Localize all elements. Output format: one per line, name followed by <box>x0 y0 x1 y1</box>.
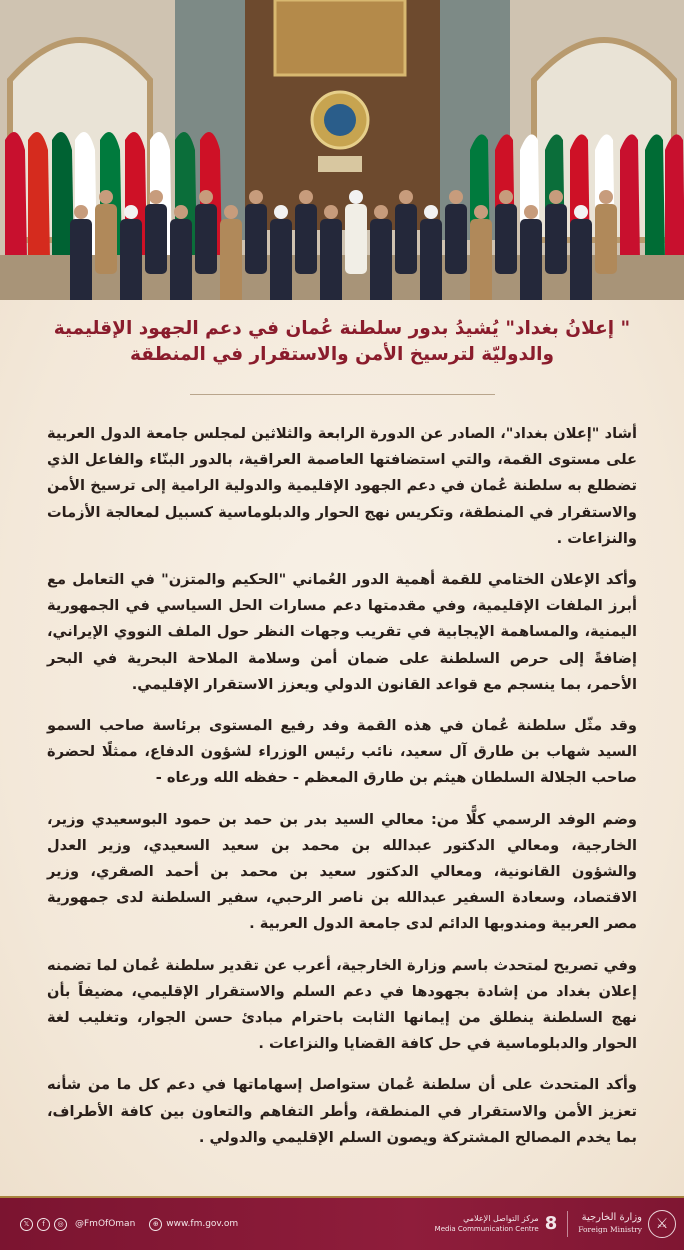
person-head <box>499 190 513 204</box>
person-head <box>74 205 88 219</box>
flag <box>620 134 640 260</box>
facebook-icon[interactable]: f <box>37 1218 50 1231</box>
person <box>520 219 542 300</box>
person <box>495 204 517 274</box>
globe-icon: ⊕ <box>149 1218 162 1231</box>
person <box>120 219 142 300</box>
headline-line-1: " إعلانُ بغداد" يُشيدُ بدور سلطنة عُمان في دعم الجهود الإقليمية <box>53 318 631 339</box>
person <box>595 204 617 274</box>
paragraph: أشاد "إعلان بغداد"، الصادر عن الدورة الرابعة والثلاثين لمجلس جامعة الدول العربية على مستوى القمة، والتي استضافتها العاصمة العراقية، بالدور البنّاء والفاعل الذي تضطلع به سلطنة عُمان في دعم الجهود الإقليمية والدولية الرامية إلى ترسيخ الأمن والاستقرار في المنطقة، وتكريس نهج الحوار والدبلوماسية كسبيل لمعالجة الأزمات والنزاعات . <box>47 425 637 547</box>
footer-brands <box>435 1210 676 1238</box>
person <box>445 204 467 274</box>
person <box>320 219 342 300</box>
document-page <box>0 300 684 1196</box>
person <box>95 204 117 274</box>
paragraph: وأكد المتحدث على أن سلطنة عُمان ستواصل إسهاماتها في دعم كل ما من شأنه تعزيز الأمن والاستقرار في المنطقة، وأطر التفاهم والتعاون بين كافة الأطراف، بما يخدم المصالح المشتركة ويصون السلم الإقليمي والدولي . <box>47 1076 637 1146</box>
person-head <box>599 190 613 204</box>
summit-group-photo <box>0 0 684 300</box>
person-head <box>199 190 213 204</box>
ministry-label: وزارة الخارجية Foreign Ministry <box>578 1212 642 1235</box>
person-head <box>399 190 413 204</box>
person-head <box>549 190 563 204</box>
person <box>70 219 92 300</box>
paragraph: وضم الوفد الرسمي كلًّا من: معالي السيد بدر بن حمد بن حمود البوسعيدي وزير، الخارجية، ومعالي الدكتور عبدالله بن محمد بن سعيد السعيدي، وزير العدل والشؤون القانونية، ومعالي الدكتور سعيد بن محمد بن أحمد الصقري، وزير الاقتصاد، وسعادة السفير عبدالله بن ناصر الرحبي، سفير السلطنة لدى جمهورية مصر العربية ومندوبها الدائم لدى جامعة الدول العربية . <box>47 810 637 933</box>
person-head <box>374 205 388 219</box>
person-head <box>349 190 363 204</box>
media-centre-label: مركز التواصل الإعلامي Media Communication Centre <box>434 1214 539 1234</box>
person <box>545 204 567 274</box>
person-head <box>424 205 438 219</box>
article-body <box>47 421 637 1151</box>
person <box>220 219 242 300</box>
person-head <box>574 205 588 219</box>
footer-bar <box>0 1196 684 1250</box>
person-head <box>249 190 263 204</box>
flag <box>5 132 27 260</box>
person <box>420 219 442 300</box>
flag <box>28 132 50 260</box>
person-head <box>224 205 238 219</box>
paragraph: وأكد الإعلان الختامي للقمة أهمية الدور العُماني "الحكيم والمتزن" في التعامل مع أبرز الملفات الإقليمية، وفي مقدمتها دعم مسارات الحل السياسي في الجمهورية اليمنية، والمساهمة الإيجابية في تقريب وجهات النظر حول الملف النووي الإيراني، إضافةً إلى حرص السلطنة على ضمان أمن وسلامة الملاحة البحرية في البحر الأحمر، بما ينسجم مع قواعد القانون الدولي ويعزز الاستقرار الإقليمي. <box>47 571 637 693</box>
person <box>370 219 392 300</box>
person-head <box>124 205 138 219</box>
person-head <box>99 190 113 204</box>
person <box>145 204 167 274</box>
footer-separator <box>567 1211 568 1237</box>
paragraph: وفي تصريح لمتحدث باسم وزارة الخارجية، أعرب عن تقدير سلطنة عُمان لما تضمنه إعلان بغداد من إشادة بجهودها في دعم السلم والاستقرار الإقليمي، مضيفاً بأن نهج السلطنة ينطلق من إيمانها الثابت باحترام مبادئ حسن الجوار، وتغليب لغة الحوار والدبلوماسية في حل كافة القضايا والنزاعات . <box>47 956 637 1053</box>
headline-line-2: والدوليّة لترسيخ الأمن والاستقرار في المنطقة <box>129 344 554 365</box>
person-head <box>524 205 538 219</box>
person <box>195 204 217 274</box>
person-head <box>299 190 313 204</box>
social-links <box>20 1218 238 1231</box>
flag <box>665 134 684 260</box>
person <box>345 204 367 274</box>
person-head <box>149 190 163 204</box>
person <box>270 219 292 300</box>
flag <box>645 134 665 260</box>
person <box>170 219 192 300</box>
person <box>245 204 267 274</box>
oman-emblem-icon: ⚔ <box>648 1210 676 1238</box>
person-head <box>174 205 188 219</box>
website-link[interactable]: www.fm.gov.om <box>166 1219 239 1230</box>
person-head <box>274 205 288 219</box>
instagram-icon[interactable]: ◎ <box>54 1218 67 1231</box>
person <box>470 219 492 300</box>
person <box>395 204 417 274</box>
person-head <box>449 190 463 204</box>
x-icon[interactable]: 𝕏 <box>20 1218 33 1231</box>
person <box>570 219 592 300</box>
person-head <box>474 205 488 219</box>
title-divider <box>190 394 495 395</box>
paragraph: وقد مثّل سلطنة عُمان في هذه القمة وفد رفيع المستوى برئاسة صاحب السمو السيد شهاب بن طارق آل سعيد، نائب رئيس الوزراء لشؤون الدفاع، ممثلًا لحضرة صاحب الجلالة السلطان هيثم بن طارق المعظم - حفظه الله ورعاه - <box>47 717 637 787</box>
person <box>295 204 317 274</box>
headline <box>40 316 644 368</box>
media-centre-logo-icon: 8 <box>544 1213 558 1235</box>
person-head <box>324 205 338 219</box>
social-handle[interactable]: @FmOfOman <box>75 1219 136 1230</box>
